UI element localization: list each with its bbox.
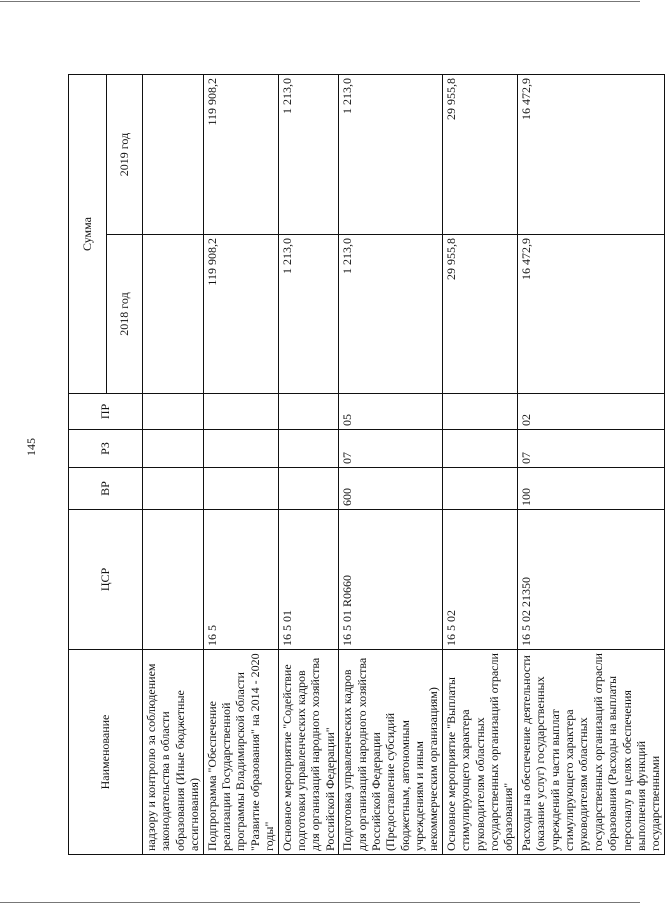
cell-csr: 16 5 02 21350: [517, 510, 664, 650]
header-pr: ПР: [69, 394, 143, 430]
cell-rz: 07: [339, 430, 443, 468]
cell-2019: 1 213,0: [278, 74, 339, 234]
cell-pr: 02: [517, 394, 664, 430]
cell-pr: [442, 394, 517, 430]
cell-name: Подготовка управленческих кадров для организаций народного хозяйства Российской Федерации (Предоставление субсидий бюджетным, автономным учреждениям и иным некоммерческим организациям): [339, 650, 443, 855]
table-row: [278, 74, 339, 854]
cell-2019: 119 908,2: [203, 74, 278, 234]
table-row: [517, 74, 664, 854]
budget-table-container: [68, 75, 665, 855]
cell-2018: 1 213,0: [278, 235, 339, 394]
cell-rz: [278, 430, 339, 468]
cell-vr: [442, 468, 517, 510]
cell-name: Основное мероприятие "Содействие подготовки управленческих кадров для организаций народного хозяйства Российской Федерации": [278, 650, 339, 855]
table-row: [203, 74, 278, 854]
cell-2019: [143, 74, 204, 234]
cell-2018: 29 955,8: [442, 235, 517, 394]
cell-vr: [143, 468, 204, 510]
cell-name: надзору и контролю за соблюдением законодательства в области образования (Иные бюджетные ассигнования): [143, 650, 204, 855]
header-sum: Сумма: [69, 74, 107, 393]
cell-csr: 16 5 02: [442, 510, 517, 650]
cell-rz: 07: [517, 430, 664, 468]
header-2019: 2019 год: [107, 74, 143, 234]
budget-table: [68, 74, 665, 855]
cell-pr: [203, 394, 278, 430]
table-row: [442, 74, 517, 854]
header-csr: ЦСР: [69, 510, 143, 650]
cell-vr: 600: [339, 468, 443, 510]
cell-2019: 1 213,0: [339, 74, 443, 234]
cell-name: Расходы на обеспечение деятельности (оказание услуг) государственных учреждений в части выплат стимулирующего характера руководителям областных государственных организаций отрасли образования (Расходы на выплаты персоналу в целях обеспечения выполнения функций государственными: [517, 650, 664, 855]
header-rz: РЗ: [69, 430, 143, 468]
cell-vr: [203, 468, 278, 510]
cell-2018: 119 908,2: [203, 235, 278, 394]
cell-rz: [442, 430, 517, 468]
cell-2018: [143, 235, 204, 394]
cell-pr: [278, 394, 339, 430]
cell-csr: 16 5: [203, 510, 278, 650]
scan-edge-top: [0, 1, 640, 2]
cell-2019: 16 472,9: [517, 74, 664, 234]
cell-csr: [143, 510, 204, 650]
table-row: [143, 74, 204, 854]
cell-2018: 1 213,0: [339, 235, 443, 394]
cell-name: Подпрограмма "Обеспечение реализации Государственной программы Владимирской области "Развитие образования" на 2014 - 2020 годы": [203, 650, 278, 855]
page-number: 145: [24, 438, 38, 456]
scan-edge-bottom: [0, 902, 640, 903]
cell-rz: [203, 430, 278, 468]
cell-vr: [278, 468, 339, 510]
cell-vr: 100: [517, 468, 664, 510]
table-row: [339, 74, 443, 854]
cell-pr: 05: [339, 394, 443, 430]
cell-rz: [143, 430, 204, 468]
header-name: Наименование: [69, 650, 143, 855]
cell-name: Основное мероприятие "Выплаты стимулирующего характера руководителям областных государственных организаций отрасли образования": [442, 650, 517, 855]
cell-2018: 16 472,9: [517, 235, 664, 394]
cell-pr: [143, 394, 204, 430]
cell-csr: 16 5 01: [278, 510, 339, 650]
cell-2019: 29 955,8: [442, 74, 517, 234]
header-2018: 2018 год: [107, 235, 143, 394]
cell-csr: 16 5 01 R0660: [339, 510, 443, 650]
header-vr: ВР: [69, 468, 143, 510]
